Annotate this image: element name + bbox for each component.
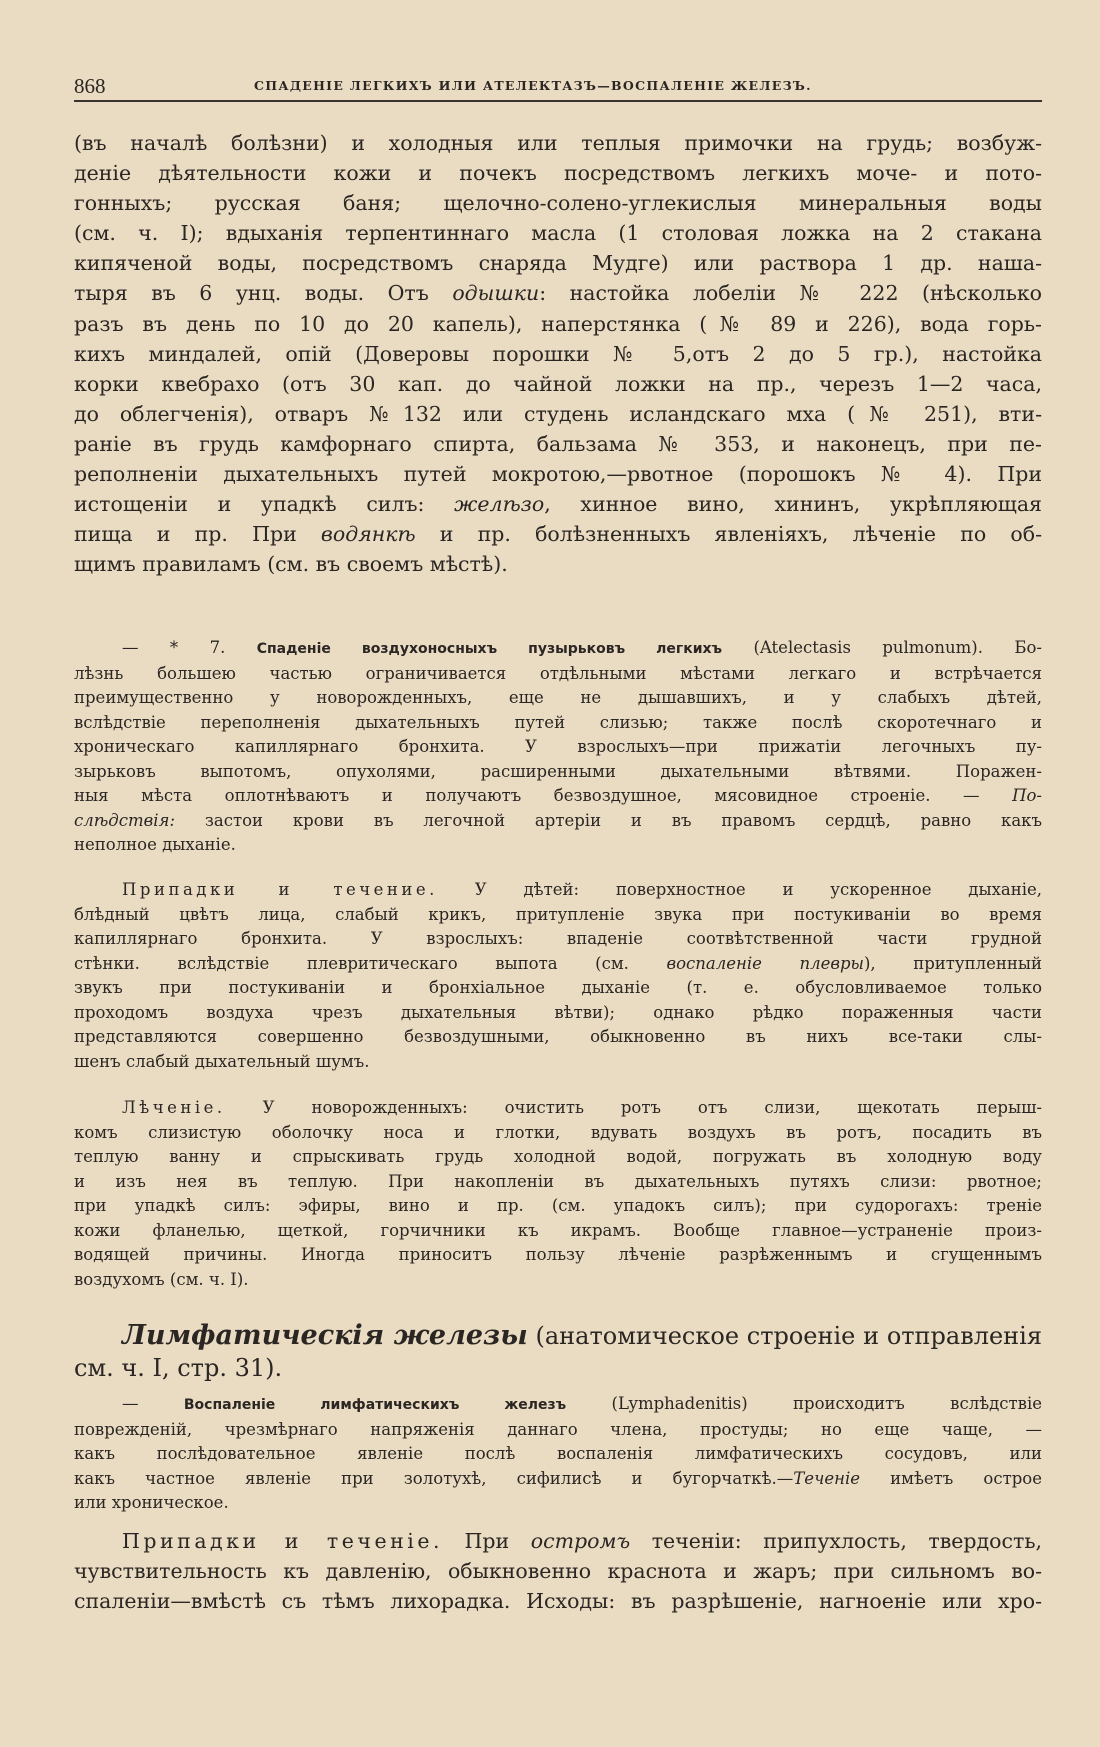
text-run: : настойка лобеліи № 222 (нѣсколько	[539, 281, 1042, 306]
text-line: разъ въ день по 10 до 20 капель), наперстянка (№ 89 и 226), вода горь-	[74, 311, 1042, 336]
paragraph-lymph-symptoms	[74, 1526, 1042, 1616]
text-line	[74, 636, 1042, 662]
text-line: или хроническое.	[74, 1493, 229, 1512]
text-line	[74, 519, 1042, 549]
paragraph-treatment	[74, 1096, 1042, 1292]
paragraph-lymphadenitis	[74, 1392, 1042, 1516]
text-line: неполное дыханіе.	[74, 835, 236, 854]
heading-line	[74, 1320, 1042, 1352]
section-title: Лимфатическія железы	[122, 1320, 528, 1351]
text-run: (Atelectasis pulmonum). Бо-	[722, 638, 1042, 657]
text-line	[74, 489, 1042, 519]
text-line: кихъ миндалей, опій (Доверовы порошки № 5,отъ 2 до 5 гр.), настойка	[74, 341, 1042, 366]
text-run: застои крови въ легочной артеріи и въ правомъ сердцѣ, равно какъ	[175, 810, 1042, 830]
text-line: комъ слизистую оболочку носа и глотки, вдувать воздухъ въ ротъ, посадить въ	[74, 1122, 1042, 1142]
text-line: звукъ при постукиваніи и бронхіальное дыханіе (т. е. обусловливаемое только	[74, 978, 1042, 997]
text-line: чувствительность къ давленію, обыкновенно краснота и жаръ; при сильномъ во-	[74, 1559, 1042, 1584]
text-line: воздухомъ (см. ч. I).	[74, 1269, 249, 1289]
text-run: какъ частное явленіе при золотухѣ, сифилисѣ и бугорчаткѣ.—	[74, 1468, 794, 1488]
text-line: (въ началѣ болѣзни) и холодныя или теплыя примочки на грудь; возбуж-	[74, 131, 1042, 155]
text-line: какъ послѣдовательное явленіе послѣ воспаленія лимфатическихъ сосудовъ, или	[74, 1444, 1042, 1463]
paragraph-symptoms	[74, 878, 1042, 1074]
text-line: при упадкѣ силъ: эфиры, вино и пр. (см. упадокъ силъ); при судорогахъ: треніе	[74, 1196, 1042, 1215]
italic-term: воспаленіе плевры	[666, 953, 864, 973]
text-line: зырьковъ выпотомъ, опухолями, расширенными дыхательными вѣтвями. Поражен-	[74, 761, 1042, 781]
text-run: пища и пр. При	[74, 522, 321, 547]
text-run: тыря въ 6 унц. воды. Отъ	[74, 281, 453, 306]
page-header	[74, 74, 1042, 102]
text-run: теченіи: припухлость, твердость,	[630, 1529, 1042, 1553]
text-run: ), притупленный	[863, 953, 1042, 973]
text-line: капиллярнаго бронхита. У взрослыхъ: впаденіе соотвѣтственной части грудной	[74, 929, 1042, 948]
text-run: (Lymphadenitis) происходитъ вслѣдствіе	[566, 1394, 1042, 1413]
spaced-heading: Лѣченіе.	[122, 1098, 226, 1117]
text-line: реполненіи дыхательныхъ путей мокротою,—рвотное (порошокъ № 4). При	[74, 462, 1042, 487]
text-line: вслѣдствіе переполненія дыхательныхъ путей слизью; также послѣ скоротечнаго и	[74, 712, 1042, 732]
italic-term: водянкѣ	[320, 522, 416, 547]
section-subheading: Воспаленіе лимфатическихъ железъ	[183, 1397, 567, 1413]
section-heading	[74, 1320, 1042, 1384]
italic-term: Теченіе	[793, 1468, 861, 1488]
text-line: гонныхъ; русская баня; щелочно-солено-углекислыя минеральныя воды	[74, 191, 1042, 216]
heading-line: см. ч. I, стр. 31).	[74, 1354, 283, 1382]
text-run: и пр. болѣзненныхъ явленіяхъ, лѣченіе по об-	[415, 522, 1042, 547]
text-run: — * 7.	[122, 638, 257, 657]
page-number: 868	[74, 74, 106, 98]
text-run: У дѣтей: поверхностное и ускоренное дыханіе,	[437, 880, 1042, 899]
text-run: истощеніи и упадкѣ силъ:	[74, 492, 455, 517]
text-line: шенъ слабый дыхательный шумъ.	[74, 1051, 370, 1071]
text-run: (анатомическое строеніе и отправленія	[527, 1322, 1042, 1350]
text-line: кипяченой воды, посредствомъ снаряда Мудге) или раствора 1 др. наша-	[74, 251, 1042, 276]
text-line	[74, 809, 1042, 834]
text-line: кожи фланелью, щеткой, горчичники къ икрамъ. Вообще главное—устраненіе произ-	[74, 1220, 1042, 1240]
italic-term: По-	[1012, 786, 1042, 805]
text-line: корки квебрахо (отъ 30 кап. до чайной ложки на пр., черезъ 1—2 часа,	[74, 371, 1042, 396]
text-line: и изъ нея въ теплую. При накопленіи въ дыхательныхъ путяхъ слизи: рвотное;	[74, 1171, 1042, 1191]
text-line	[74, 1467, 1042, 1492]
text-line: (см. ч. I); вдыханія терпентиннаго масла (1 столовая ложка на 2 стакана	[74, 221, 1042, 246]
paragraph-atelectasis	[74, 636, 1042, 858]
text-run: имѣетъ острое	[860, 1468, 1042, 1488]
text-line	[74, 784, 1042, 809]
text-line: преимущественно у новорожденныхъ, еще не дышавшихъ, и у слабыхъ дѣтей,	[74, 688, 1042, 707]
running-head: СПАДЕНІЕ ЛЕГКИХЪ ИЛИ АТЕЛЕКТАЗЪ—ВОСПАЛЕНІЕ ЖЕЛЕЗЪ.	[254, 78, 812, 93]
text-line: раніе въ грудь камфорнаго спирта, бальзама № 353, и наконецъ, при пе-	[74, 431, 1042, 456]
italic-term: слѣдствія:	[74, 810, 176, 830]
text-line: щимъ правиламъ (см. въ своемъ мѣстѣ).	[74, 552, 508, 577]
text-line: блѣдный цвѣтъ лица, слабый крикъ, притупленіе звука при постукиваніи во время	[74, 904, 1042, 924]
text-line: спаленіи—вмѣстѣ съ тѣмъ лихорадка. Исходы: въ разрѣшеніе, нагноеніе или хро-	[74, 1589, 1042, 1614]
text-line: до облегченія), отваръ №132 или студень исландскаго мха (№ 251), вти-	[74, 401, 1042, 426]
text-line: лѣзнь большею частью ограничивается отдѣльными мѣстами легкаго и встрѣчается	[74, 663, 1042, 683]
text-run: При	[442, 1529, 531, 1553]
text-line: представляются совершенно безвоздушными, обыкновенно въ нихъ все-таки слы-	[74, 1027, 1042, 1046]
text-run: —	[122, 1394, 184, 1413]
text-line	[74, 1526, 1042, 1556]
text-line: поврежденій, чрезмѣрнаго напряженія даннаго члена, простуды; но еще чаще, —	[74, 1419, 1042, 1439]
text-line: проходомъ воздуха чрезъ дыхательныя вѣтви); однако рѣдко пораженныя части	[74, 1002, 1042, 1022]
spaced-heading: Припадки и теченіе.	[122, 1529, 443, 1553]
italic-term: одышки	[452, 281, 540, 306]
text-run: стѣнки. вслѣдствіе плевритическаго выпота (см.	[74, 953, 667, 973]
spaced-heading: Припадки и течение.	[122, 880, 438, 899]
text-run: ныя мѣста оплотнѣваютъ и получаютъ безвоздушное, мясовидное строеніе. —	[74, 786, 1013, 805]
text-run: У новорожденныхъ: очистить ротъ отъ слизи, щекотать перыш-	[225, 1098, 1042, 1117]
text-line: водящей причины. Иногда приноситъ пользу лѣченіе разрѣженнымъ и сгущеннымъ	[74, 1245, 1042, 1264]
section-subheading: Спаденіе воздухоносныхъ пузырьковъ легкихъ	[256, 641, 723, 657]
text-line	[74, 1096, 1042, 1121]
text-line	[74, 952, 1042, 977]
text-line: хроническаго капиллярнаго бронхита. У взрослыхъ—при прижатіи легочныхъ пу-	[74, 737, 1042, 756]
text-line	[74, 878, 1042, 903]
text-line	[74, 278, 1042, 308]
text-run: , хинное вино, хининъ, укрѣпляющая	[544, 492, 1042, 517]
text-line	[74, 1392, 1042, 1418]
paragraph-treatment-continued	[74, 128, 1042, 579]
text-line: теплую ванну и спрыскивать грудь холодной водой, погружать въ холодную воду	[74, 1147, 1042, 1166]
italic-term: остромъ	[530, 1529, 631, 1553]
text-line: деніе дѣятельности кожи и почекъ посредствомъ легкихъ моче- и пото-	[74, 161, 1042, 186]
italic-term: желѣзо	[454, 492, 545, 517]
